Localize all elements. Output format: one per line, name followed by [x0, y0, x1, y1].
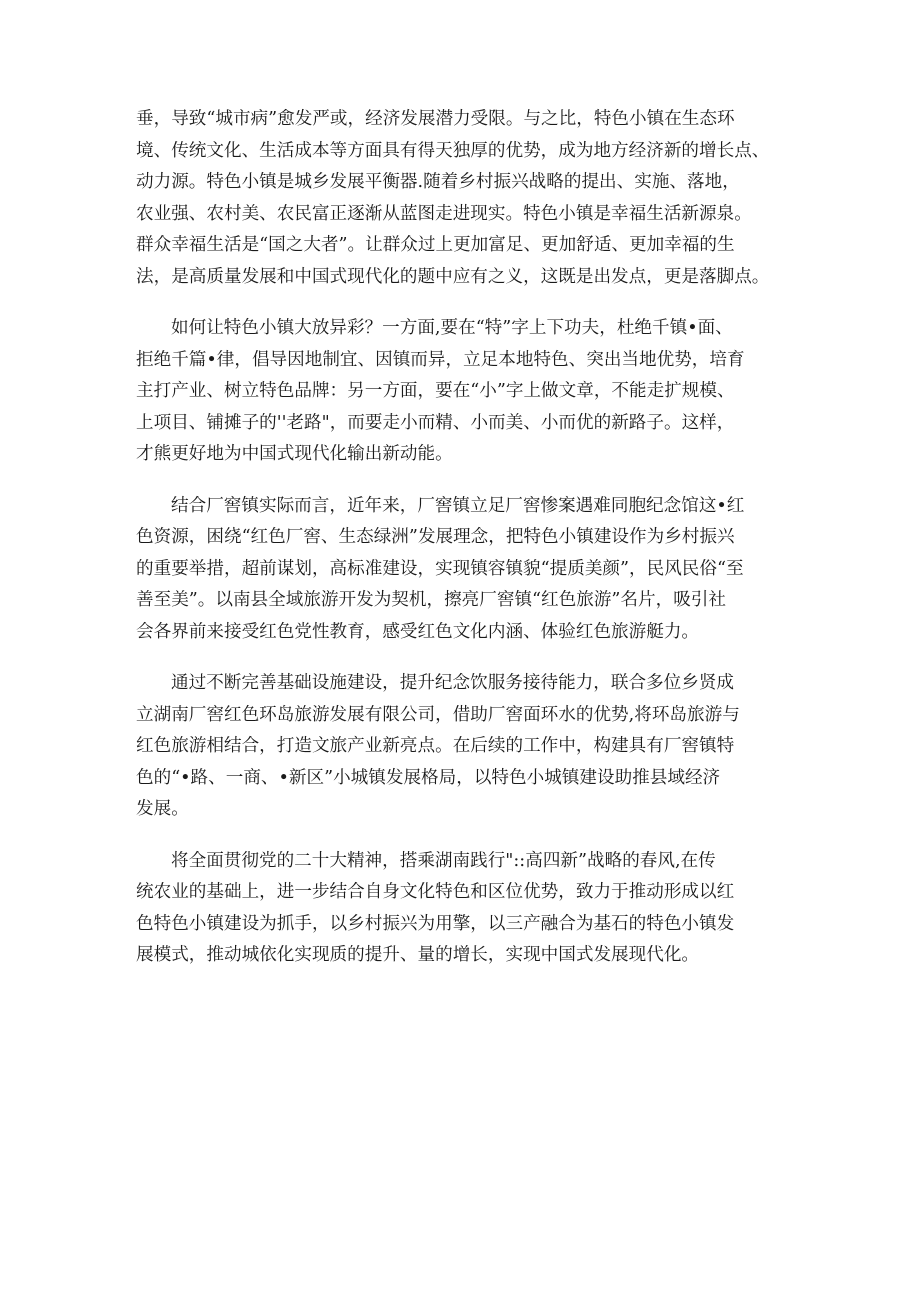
paragraph-line: 上项目、铺摊子的''老路"，而要走小而精、小而美、小而优的新路子。这样， [136, 412, 735, 433]
paragraph-5 [136, 846, 796, 972]
paragraph-line: 善至美”。以南县全域旅游开发为契机，擦亮厂窖镇“红色旅游”名片，吸引社 [136, 590, 726, 610]
paragraph-line: 法，是高质量发展和中国式现代化的题中应有之义，这既是出发点，更是落脚点。 [136, 266, 770, 287]
document-body [136, 104, 796, 992]
paragraph-2 [136, 313, 796, 471]
paragraph-line: 红色旅游相结合，打造文旅产业新亮点。在后续的工作中，构建具有厂窖镇特 [136, 736, 735, 756]
paragraph-line: 色资源，困绕“红色厂窖、生态绿洲”发展理念，把特色小镇建设作为乡村振兴 [136, 527, 735, 547]
paragraph-line: 垂，导致“城市病”愈发严或，经济发展潜力受限。与之比，特色小镇在生态环 [136, 109, 735, 129]
paragraph-line: 主打产业、树立特色品牌：另一方面，要在“小”字上做文章，不能走扩规模、 [136, 381, 735, 401]
paragraph-line: 才熊更好地为中国式现代化输出新动能。 [136, 444, 453, 464]
paragraph-line: 将全面贯彻党的二十大精神，搭乘湖南践行"::高四新”战略的春风,在传 [171, 850, 716, 871]
paragraph-line: 农业强、农村美、农民富正逐渐从蓝图走进现实。特色小镇是幸福生活新源泉。 [136, 203, 752, 224]
paragraph-line: 通过不断完善基础设施建设，提升纪念饮服务接待能力，联合多位乡贤成 [171, 673, 735, 693]
paragraph-line: 拒绝千篇•律，倡导因地制宜、因镇而异，立足本地特色、突出当地优势，培育 [136, 349, 745, 370]
paragraph-3 [136, 491, 796, 649]
paragraph-line: 展模式，推动城依化实现质的提升、量的增长，实现中国式发展现代化。 [136, 945, 700, 965]
paragraph-line: 色特色小镇建设为抓手，以乡村振兴为用擎，以三产融合为基石的特色小镇发 [136, 913, 735, 934]
paragraph-line: 结合厂窖镇实际而言，近年来，厂窖镇立足厂窖惨案遇难同胞纪念馆这•红 [171, 495, 745, 516]
paragraph-line: 发展。 [136, 799, 189, 819]
paragraph-line: 立湖南厂窖红色环岛旅游发展有限公司，借助厂窖面环水的优势,将环岛旅游与 [136, 704, 740, 725]
paragraph-line: 境、传统文化、生活成本等方面具有得天独厚的优势，成为地方经济新的增长点、 [136, 140, 770, 161]
paragraph-line: 的重要举措，超前谋划，高标准建设，实现镇容镇貌“提质美颜”，民风民俗“至 [136, 558, 744, 579]
paragraph-line: 群众幸福生活是“国之大者”。让群众过上更加富足、更加舒适、更加幸福的生 [136, 235, 735, 255]
paragraph-line: 动力源。特色小镇是城乡发展平衡器.随着乡村振兴战略的提出、实施、落地， [136, 172, 740, 192]
paragraph-line: 色的“•路、一商、•新区”小城镇发展格局，以特色小城镇建设助推县域经济 [136, 767, 721, 788]
paragraph-line: 会各界前来接受红色党性教育，感受红色文化内涵、体验红色旅游艇力。 [136, 621, 700, 642]
paragraph-4 [136, 668, 796, 826]
paragraph-line: 统农业的基础上，进一步结合自身文化特色和区位优势，致力于推动形成以红 [136, 882, 735, 902]
paragraph-1 [136, 104, 796, 293]
paragraph-line: 如何让特色小镇大放异彩？一方面,要在“特”字上下功夫，杜绝千镇•面、 [171, 318, 733, 338]
